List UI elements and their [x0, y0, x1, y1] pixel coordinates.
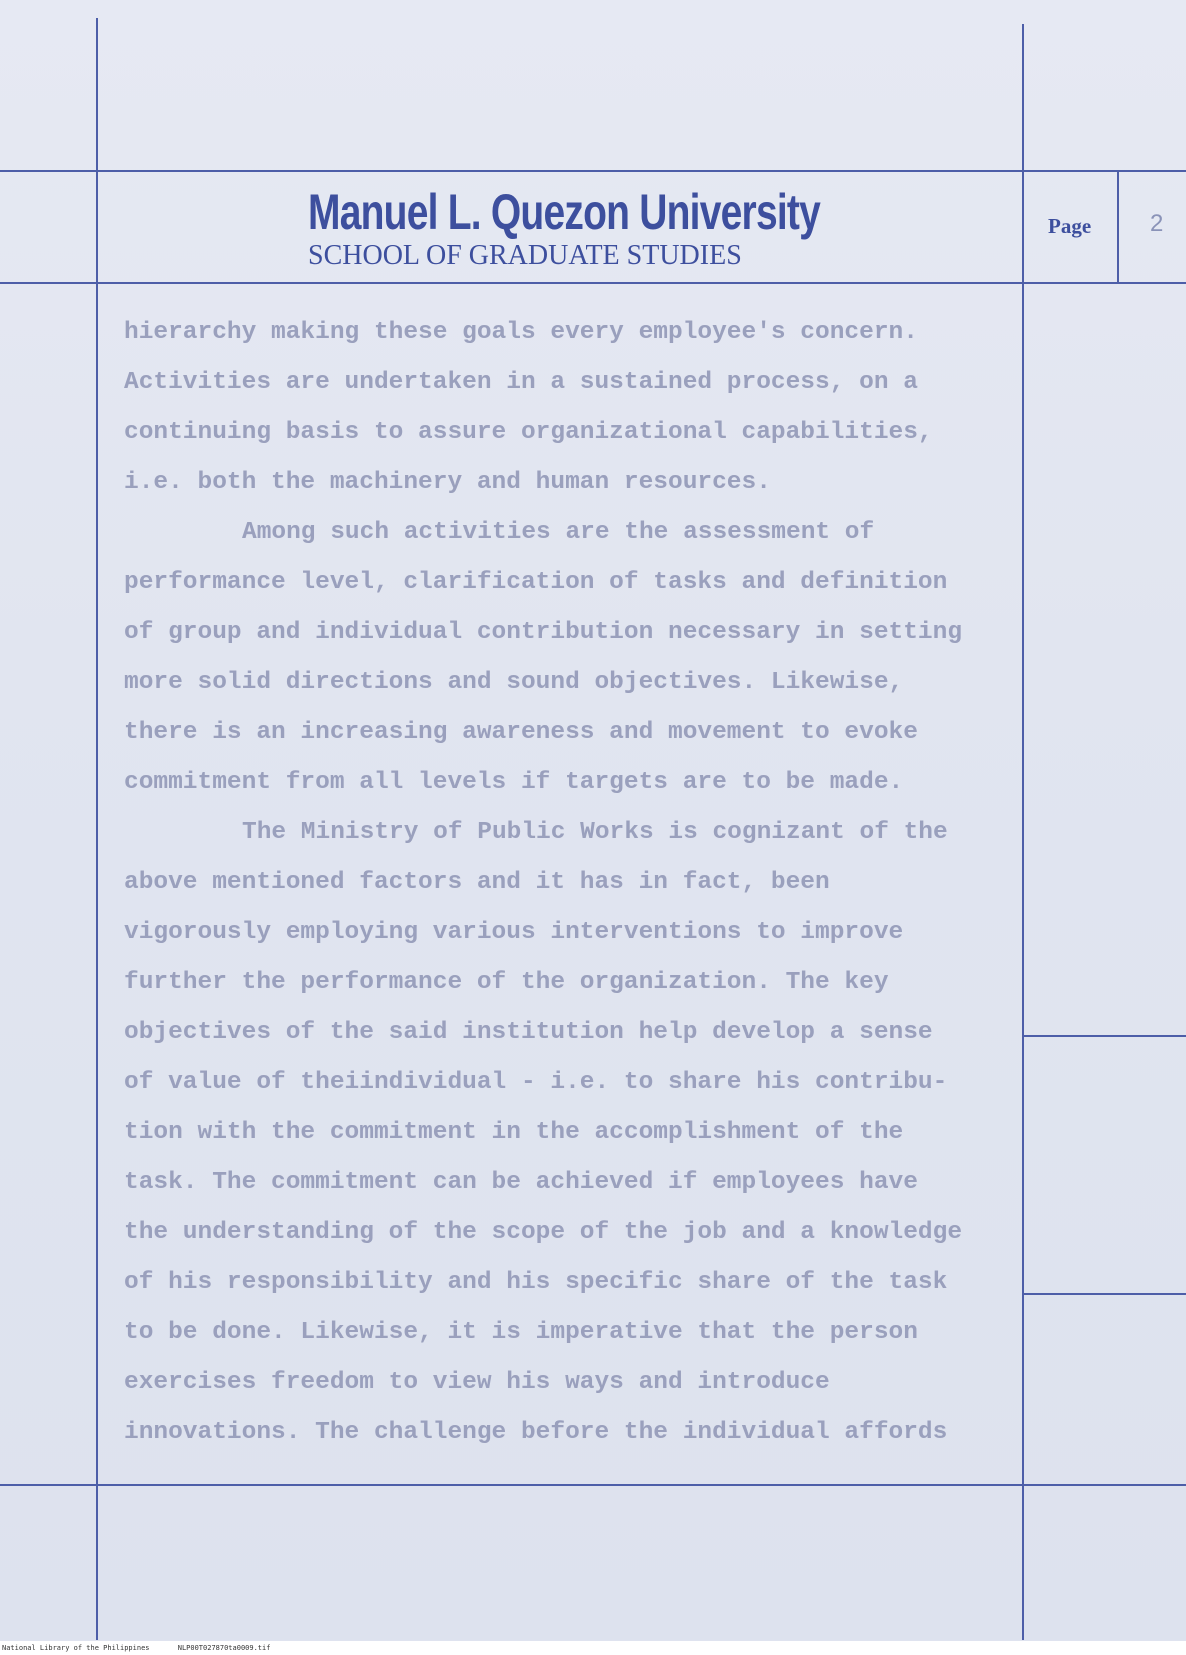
page-label: Page	[1048, 214, 1092, 238]
text-line: of his responsibility and his specific share of the task	[124, 1269, 948, 1296]
text-line-paragraph-start: The Ministry of Public Works is cognizant of the	[242, 819, 948, 846]
text-line: there is an increasing awareness and movement to evoke	[124, 719, 918, 746]
text-line: commitment from all levels if targets are to be made.	[124, 769, 904, 796]
side-margin-rule-2	[1022, 1293, 1186, 1295]
text-line: exercises freedom to view his ways and introduce	[124, 1369, 830, 1396]
text-line: i.e. both the machinery and human resources.	[124, 469, 771, 496]
text-line: above mentioned factors and it has in fact, been	[124, 869, 830, 896]
page-box-divider	[1117, 170, 1119, 284]
text-line: objectives of the said institution help develop a sense	[124, 1019, 933, 1046]
text-line: task. The commitment can be achieved if employees have	[124, 1169, 918, 1196]
page-number: 2	[1150, 210, 1164, 237]
text-line: vigorously employing various interventions to improve	[124, 919, 904, 946]
text-line-paragraph-start: Among such activities are the assessment of	[242, 519, 875, 546]
typed-body-text	[124, 308, 1004, 1458]
text-line: continuing basis to assure organizational capabilities,	[124, 419, 933, 446]
left-margin-rule	[96, 18, 98, 1640]
text-line: innovations. The challenge before the individual affords	[124, 1419, 948, 1446]
text-line: hierarchy making these goals every employee's concern.	[124, 319, 918, 346]
text-line: performance level, clarification of tasks and definition	[124, 569, 948, 596]
file-name: NLP00T027870ta0009.tif	[177, 1644, 271, 1652]
footer-top-rule	[0, 1484, 1186, 1486]
text-line: of value of theiindividual - i.e. to share his contribu-	[124, 1069, 948, 1096]
side-margin-rule-1	[1022, 1035, 1186, 1037]
library-name: National Library of the Philippines	[2, 1644, 150, 1652]
text-line: further the performance of the organization. The key	[124, 969, 889, 996]
header-bottom-rule	[0, 282, 1186, 284]
text-line: Activities are undertaken in a sustained process, on a	[124, 369, 918, 396]
university-name: Manuel L. Quezon University	[308, 184, 821, 240]
school-name: SCHOOL OF GRADUATE STUDIES	[308, 240, 742, 271]
text-line: tion with the commitment in the accomplishment of the	[124, 1119, 904, 1146]
text-line: the understanding of the scope of the job and a knowledge	[124, 1219, 963, 1246]
text-line: more solid directions and sound objectives. Likewise,	[124, 669, 904, 696]
header-top-rule	[0, 170, 1186, 172]
text-line: to be done. Likewise, it is imperative that the person	[124, 1319, 918, 1346]
right-margin-rule	[1022, 24, 1024, 1640]
scan-footer	[2, 1643, 270, 1653]
text-line: of group and individual contribution necessary in setting	[124, 619, 963, 646]
